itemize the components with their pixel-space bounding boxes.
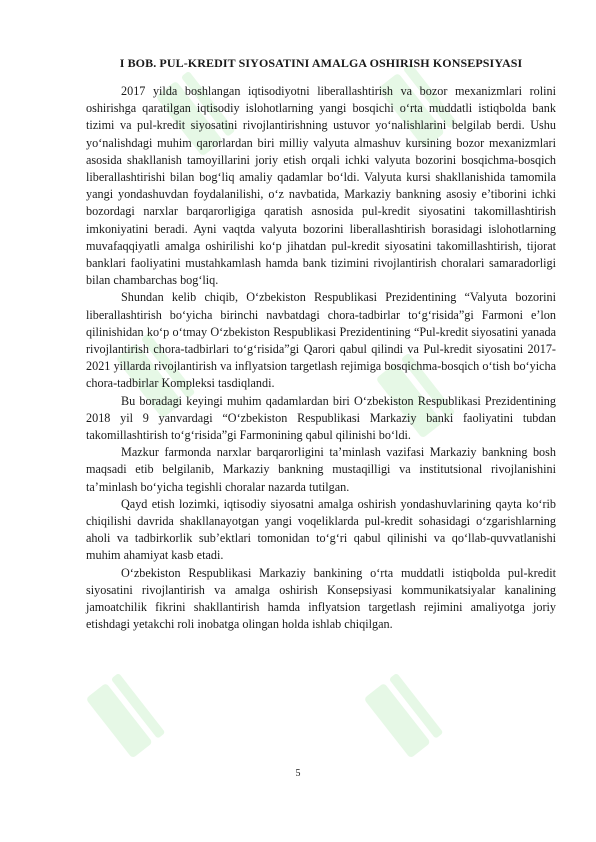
paragraph-2: Shundan kelib chiqib, O‘zbekiston Respublikasi Prezidentining “Valyuta bozorini liberallashtirish bo‘yicha birinchi navbatdagi chora-tadbirlar to‘g‘risida”gi Farmoni e’lon qilinishidan ko‘p o‘tmay O‘zbekiston Respublikasi Prezidentining “Pul-kredit siyosatini yanada rivojlantirish chora-tadbirlari to‘g‘risida”gi Qarori qabul qilindi va Pul-kredit siyosatini 2017-2021 yillarda rivojlantirish va inflyatsion targetlash rejimiga bosqichma-bosqich o‘tish bo‘yicha chora-tadbirlar Kompleksi tasdiqlandi. [86,290,556,391]
chapter-title: I BOB. PUL-KREDIT SIYOSATINI AMALGA OSHIRISH KONSEPSIYASI [119,56,523,70]
paragraph-6: O‘zbekiston Respublikasi Markaziy bankining o‘rta muddatli istiqbolda pul-kredit siyosatini rivojlantirish va amalga oshirish Konsepsiyasi kommunikatsiyalar kanalining jamoatchilik fikrini shakllantirish hamda inflyatsion targetlash rejimini amaliyotga joriy etishdagi yetakchi roli inobatga olingan holda ishlab chiqilgan. [86,565,556,632]
paragraph-4: Mazkur farmonda narxlar barqarorligini ta’minlash vazifasi Markaziy bankning bosh maqsadi etib belgilanib, Markaziy bankning mustaqilligi va institutsional rivojlanishini ta’minlash bo‘yicha tegishli choralar nazarda tutilgan. [86,445,556,494]
document-body [86,56,556,634]
paragraph-1: 2017 yilda boshlangan iqtisodiyotni liberallashtirish va bozor mexanizmlari rolini oshirishga qaratilgan iqtisodiy islohotlarning yangi bosqichi o‘rta muddatli istiqbolda bank tizimi va pul-kredit siyosatini rivojlantirishning ustuvor yo‘nalishlarini belgilab berdi. Ushu yo‘nalishdagi muhim qarorlardan biri milliy valyuta almashuv kursining bozor mexanizmlari asosida shakllanish tamoyillarini joriy etish orqali ichki valyuta bozorini bosqichma-bosqich liberallashtirishi bilan bog‘liq amaliy qadamlar bo‘ldi. Valyuta kursi shakllanishida tamomila yangi yondashuvdan foydalanilishi, o‘z navbatida, Markaziy bankning asosiy e’tiborini ichki bozordagi narxlar barqarorligiga qaratish asnosida pul-kredit siyosatini takomillashtirish imkoniyatini beradi. Ayni vaqtda valyuta bozorini liberallashtirish borasidagi islohotlarning muvafaqqiyatli amalga oshirilishi ko‘p jihatdan pul-kredit siyosatini takomillashtirish, tijorat banklari faoliyatini mustahkamlash hamda bank tizimini rivojlantirish choralari samaradorligi bilan chambarchas bog‘liq. [86,84,556,288]
watermark-mark-5 [86,673,166,759]
paragraph-5: Qayd etish lozimki, iqtisodiy siyosatni amalga oshirish yondashuvlarining qayta ko‘rib chiqilishi davrida shakllanayotgan yangi voqeliklarda pul-kredit sohasidagi o‘zgarishlarning aholi va tadbirkorlik sub’ektlari tomonidan to‘g‘ri qabul qilinishi va qo‘llab-quvvatlanishi muhim ahamiyat kasb etadi. [86,496,556,563]
paragraph-3: Bu boradagi keyingi muhim qadamlardan biri O‘zbekiston Respublikasi Prezidentining 2018 yil 9 yanvardagi “O‘zbekiston Respublikasi Markaziy banki faoliyatini tubdan takomillashtirish to‘g‘risida”gi Farmonining qabul qilinishi bo‘ldi. [86,393,556,443]
watermark-mark-6 [364,673,444,759]
page-number: 5 [295,768,301,779]
